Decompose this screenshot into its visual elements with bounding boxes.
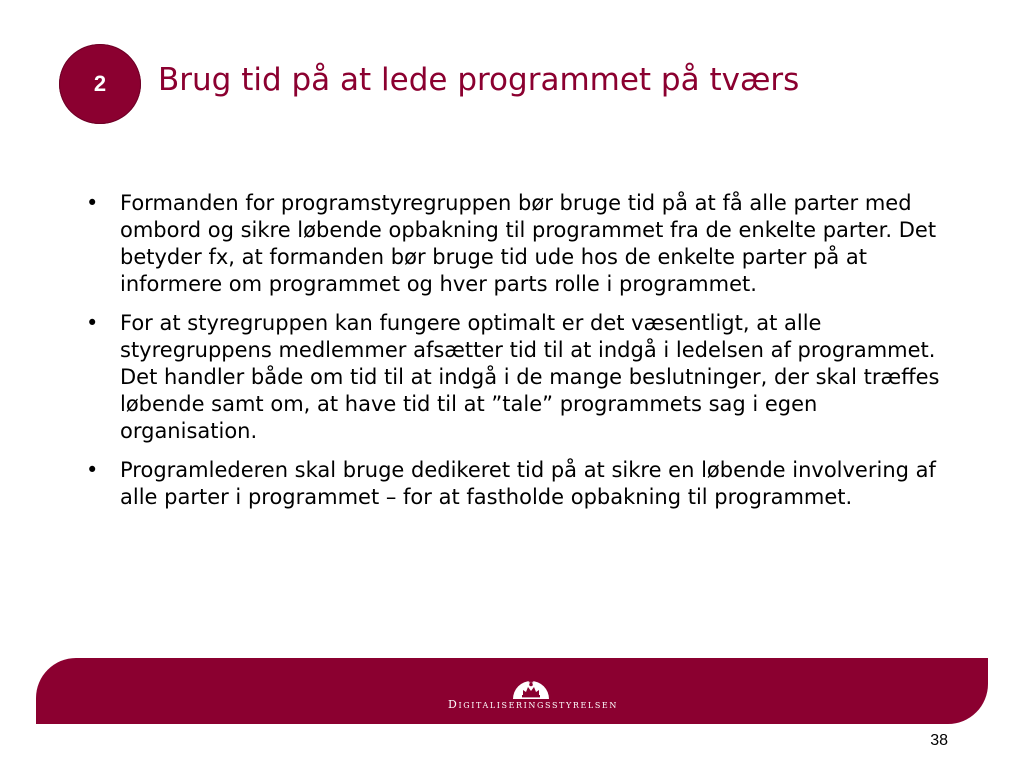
section-number: 2 (93, 71, 107, 96)
bullet-dot: • (86, 458, 99, 482)
slide-title: Brug tid på at lede programmet på tværs (158, 62, 800, 98)
crown-icon (511, 673, 551, 699)
bullet-list (86, 190, 956, 523)
bullet-item (86, 457, 956, 511)
bullet-text: Formanden for programstyregruppen bør bruge tid på at få alle parter med ombord og sikre løbende opbakning til programmet fra de enkelte parter. Det betyder fx, at formanden bør bruge tid ude hos de enkelte parter på at informere om programmet og hver parts rolle i programmet. (120, 191, 937, 296)
section-badge (59, 44, 141, 124)
bullet-item (86, 310, 956, 445)
page-number: 38 (930, 732, 948, 749)
bullet-text: For at styregruppen kan fungere optimalt er det væsentligt, at alle styregruppens medlemmer afsætter tid til at indgå i ledelsen af programmet. Det handler både om tid til at indgå i de mange beslutninger, der skal træffes løbende samt om, at have tid til at ”tale” programmets sag i egen organisation. (120, 311, 940, 443)
bullet-dot: • (86, 191, 99, 215)
logo-text: Digitaliseringsstyrelsen (448, 698, 618, 711)
bullet-text: Programlederen skal bruge dedikeret tid på at sikre en løbende involvering af alle parter i programmet – for at fastholde opbakning til programmet. (120, 458, 936, 509)
bullet-item (86, 190, 956, 298)
bullet-dot: • (86, 311, 99, 335)
